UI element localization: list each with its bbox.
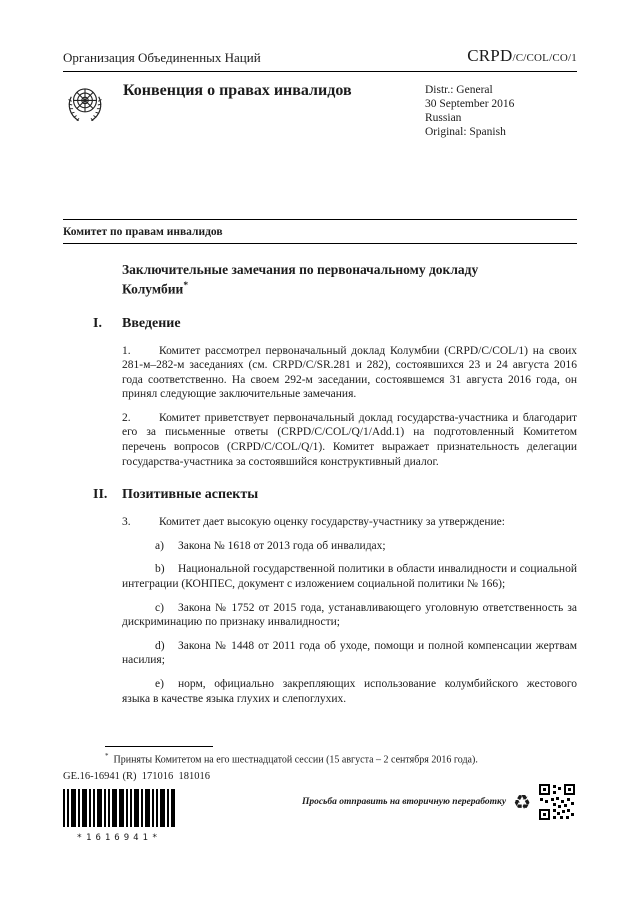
language-line: Russian <box>425 112 462 124</box>
distr-line: Distr.: General <box>425 84 493 96</box>
page-title <box>122 261 577 298</box>
item-letter: e) <box>155 678 164 690</box>
item-text: норм, официально закрепляющих использование колумбийского жестового языка в качестве языка глухих и слепоглухих. <box>122 678 577 705</box>
barcode <box>63 789 175 843</box>
footnote-separator <box>105 746 213 747</box>
paragraph-number: 2. <box>122 411 131 424</box>
committee-band <box>63 219 577 244</box>
date-line: 30 September 2016 <box>425 98 515 110</box>
distribution-block <box>425 81 577 139</box>
recycle-footer <box>302 782 576 822</box>
item-text: Закона № 1448 от 2011 года об уходе, помощи и полной компенсации жертвам насилия; <box>122 639 577 667</box>
paragraph-number: 1. <box>122 344 131 357</box>
paragraph-text: Комитет дает высокую оценку государству-участнику за утверждение: <box>159 516 505 529</box>
recycle-text: Просьба отправить на вторичную переработку <box>301 796 507 807</box>
list-item-d <box>122 639 577 668</box>
section-title: Позитивные аспекты <box>122 487 259 503</box>
original-line: Original: Spanish <box>425 126 506 138</box>
list-item-b <box>122 562 577 591</box>
barcode-text: *1616941* <box>76 833 162 843</box>
item-letter: a) <box>155 539 164 552</box>
item-text: Закона № 1618 от 2013 года об инвалидах; <box>178 539 386 552</box>
section-numeral: I. <box>93 315 102 331</box>
section-title: Введение <box>122 315 181 331</box>
footnote-text <box>105 752 577 765</box>
section-heading-positive-aspects <box>63 487 577 503</box>
item-letter: c) <box>155 601 164 614</box>
list-item-a <box>122 539 577 554</box>
committee-name: Комитет по правам инвалидов <box>63 226 223 238</box>
un-emblem-icon <box>63 81 111 139</box>
item-letter: b) <box>155 563 165 576</box>
footnote-body: Приняты Комитетом на его шестнадцатой сессии (15 августа – 2 сентября 2016 года). <box>113 754 478 766</box>
document-id-number: GE.16-16941 (R) 171016 181016 <box>63 771 210 782</box>
list-item-c <box>122 601 577 630</box>
paragraph-text: Комитет приветствует первоначальный доклад государства-участника и благодарит его за письменные ответы (CRPD/C/COL/Q/1/Add.1) на подготовленный Комитетом перечень вопросов (CRPD/C/COL/Q/1). Комитет выражает признательность делегации государства-участника за состоявшийся конструктивный диалог. <box>122 411 577 468</box>
paragraph-text: Комитет рассмотрел первоначальный доклад Колумбии (CRPD/C/COL/1) на своих 281-м–282-м заседаниях (см. CRPD/C/SR.281 и 282), состоявшихся 23 и 24 августа 2016 года соответственно. На своем 292-м заседании, состоявшемся 31 августа 2016 года, он принял следующие заключительные замечания. <box>122 344 577 401</box>
footnote-marker: * <box>105 752 109 760</box>
document-header <box>63 46 577 72</box>
section-heading-introduction <box>63 316 577 332</box>
convention-title-text: Конвенция о правах инвалидов <box>123 82 352 99</box>
page-title-text: Заключительные замечания по первоначальному докладу Колумбии <box>122 262 479 297</box>
item-text: Национальной государственной политики в области инвалидности и социальной интеграции (КОНПЕС, документ с изложением социальной политики № 166); <box>122 563 577 591</box>
doc-symbol-suffix: /C/COL/CO/1 <box>512 52 577 64</box>
section-numeral: II. <box>93 487 108 503</box>
barcode-bars <box>63 789 175 827</box>
paragraph-2 <box>122 411 577 469</box>
list-item-e <box>122 677 577 706</box>
recycle-icon: ♻ <box>513 790 531 814</box>
item-text: Закона № 1752 от 2015 года, устанавливающего уголовную ответственность за дискриминацию по признаку инвалидности; <box>122 601 577 629</box>
convention-title <box>111 81 425 139</box>
qr-code <box>538 783 576 821</box>
doc-symbol <box>467 46 577 66</box>
paragraph-3 <box>122 515 577 530</box>
doc-symbol-main: CRPD <box>467 46 513 65</box>
masthead <box>63 81 577 139</box>
paragraph-number: 3. <box>122 516 131 529</box>
title-footnote-marker: * <box>183 281 189 291</box>
paragraph-1 <box>122 344 577 402</box>
org-name: Организация Объединенных Наций <box>63 50 261 65</box>
item-letter: d) <box>155 639 165 652</box>
footnote-area <box>105 746 577 765</box>
